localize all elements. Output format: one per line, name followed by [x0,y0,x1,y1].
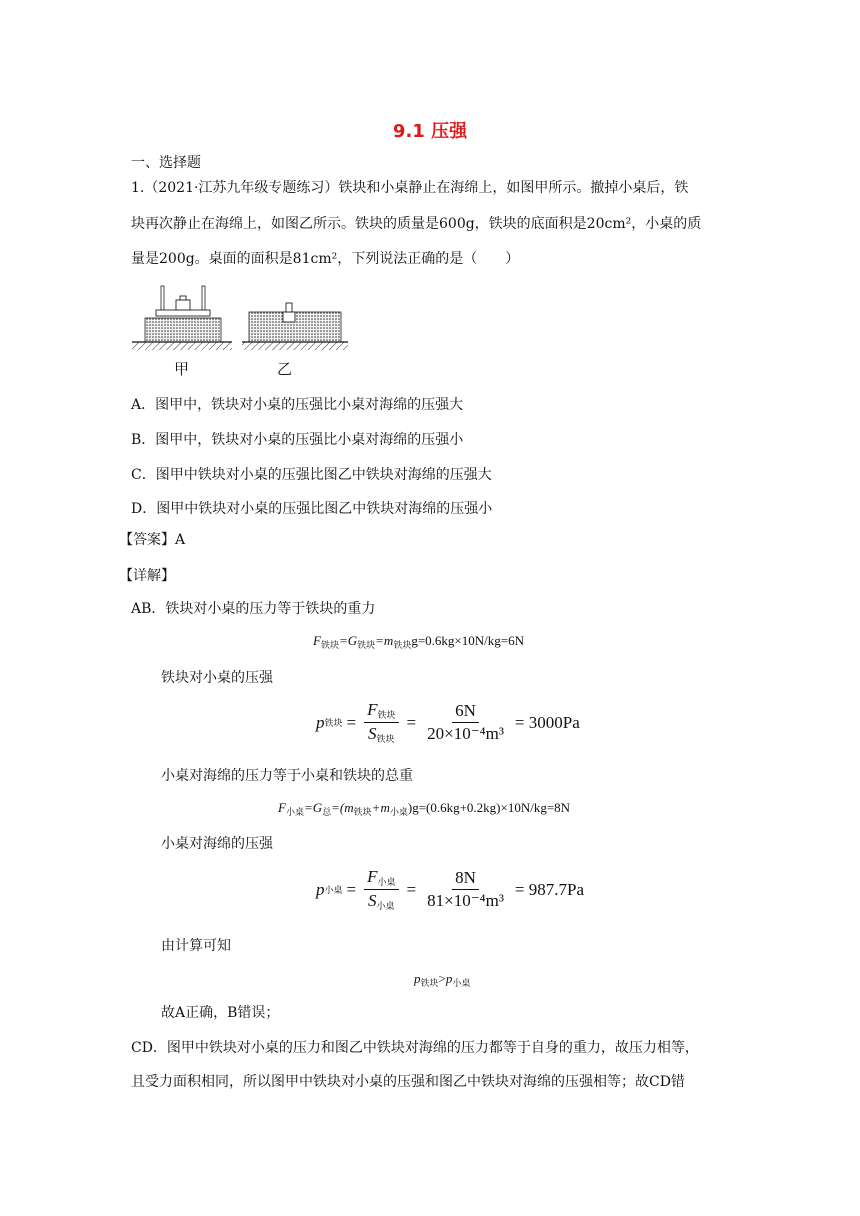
page-title: 9.1 压强 [392,121,468,142]
ground-b [242,342,348,350]
text-iron-pressure: 铁块对小桌的压强 [161,670,273,686]
ab-intro: AB．铁块对小桌的压力等于铁块的重力 [131,601,376,617]
option-a: A．图甲中，铁块对小桌的压强比小桌对海绵的压强大 [131,397,464,413]
equation-iron-force: $F_{铁块}=G_{铁块}=m_{铁块}g=0.6kg\times 10N/kg=6N$ [313,633,524,650]
figure-label-b: 乙 [277,360,293,378]
question-line-2: 块再次静止在海绵上，如图乙所示。铁块的质量是600g，铁块的底面积是20cm²，小桌的质 [131,216,702,232]
question-line-3: 量是200g。桌面的面积是81cm²，下列说法正确的是（ ） [131,251,520,267]
text-conclusion: 故A正确，B错误； [161,1005,280,1021]
cd-line-1: CD．图甲中铁块对小桌的压力和图乙中铁块对海绵的压力都等于自身的重力，故压力相等， [131,1040,699,1056]
text-by-calc: 由计算可知 [161,938,231,954]
option-b: B．图甲中，铁块对小桌的压强比小桌对海绵的压强小 [131,432,464,448]
iron-block-b [283,312,295,322]
detail-label: 【详解】 [119,568,175,584]
equation-iron-pressure: p 铁块 = $\frac{F_{铁块}}{S_{铁块}}$ = $\frac{6N}{\text{20×10⁻⁴m³}}$ = 3000Pa [316,700,580,744]
equation-table-pressure: p 小桌 = $\frac{F_{小桌}}{S_{小桌}}$ = $\frac{8N}{\text{81×10⁻⁴m³}}$ = 987.7Pa [316,867,585,911]
table-top [156,310,210,316]
question-line-1: 1.（2021·江苏九年级专题练习）铁块和小桌静止在海绵上，如图甲所示。撤掉小桌后，铁 [131,180,689,196]
option-c: C．图甲中铁块对小桌的压强比图乙中铁块对海绵的压强大 [131,467,492,483]
answer: 【答案】A [119,532,186,548]
equation-table-force: $F_{小桌}=G_总=(m_{铁块}+m_{小桌})g=(0.6kg+0.2kg)\times 10N/kg=8N$ [278,800,571,817]
text-table-force: 小桌对海绵的压力等于小桌和铁块的总重 [161,768,413,784]
equation-compare: $p_{铁块}>p_{小桌}$ [414,971,471,988]
figure-a [132,286,232,350]
figure-label-a: 甲 [174,360,190,378]
text-table-pressure: 小桌对海绵的压强 [161,836,273,852]
section-heading: 一、选择题 [131,155,201,171]
figure-b [242,303,348,350]
cd-line-2: 且受力面积相同，所以图甲中铁块对小桌的压强和图乙中铁块对海绵的压强相等；故CD错 [131,1074,685,1090]
option-d: D．图甲中铁块对小桌的压强比图乙中铁块对海绵的压强小 [131,501,493,517]
sponge-figure [128,282,350,378]
iron-block-a [176,300,190,310]
sponge-a [145,318,221,342]
ground-a [132,342,232,350]
